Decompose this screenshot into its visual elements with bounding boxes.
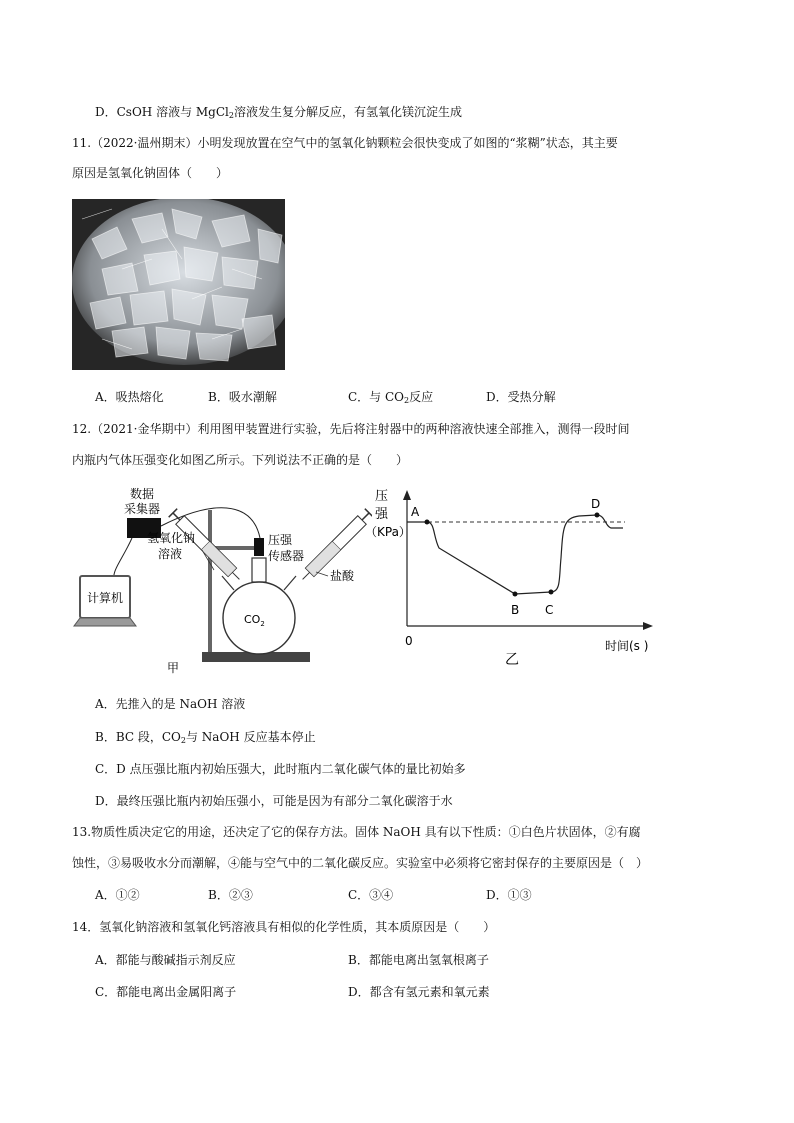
q14-option-b: B．都能电离出氢氧根离子 xyxy=(348,953,489,967)
pressure-curve xyxy=(407,515,623,594)
q14-option-a: A．都能与酸碱指示剂反应 xyxy=(95,953,236,967)
label-b: B xyxy=(511,603,520,617)
q12-option-a: A．先推入的是 NaOH 溶液 xyxy=(95,697,246,711)
flask-co2-label: $CO_2$ xyxy=(244,613,265,628)
q11-stem-line2: 原因是氢氧化钠固体（ ） xyxy=(72,166,229,180)
label-d: D xyxy=(591,497,601,511)
q11-option-c: C．与 $CO_2$反应 xyxy=(348,390,434,405)
q11-option-a: A．吸热熔化 xyxy=(95,390,164,404)
origin-label: 0 xyxy=(405,634,413,648)
point-b xyxy=(513,592,518,597)
pressure-time-graph xyxy=(365,488,665,668)
data-collector-label-2: 采集器 xyxy=(123,502,161,516)
q12-stem-line2: 内瓶内气体压强变化如图乙所示。下列说法不正确的是（ ） xyxy=(72,453,409,467)
figure-jia-caption: 甲 xyxy=(167,661,180,675)
pressure-sensor xyxy=(254,538,264,556)
q11-option-d: D．受热分解 xyxy=(486,390,556,404)
q14-option-d: D．都含有氢元素和氧元素 xyxy=(348,985,490,999)
point-a xyxy=(425,520,430,525)
q13-option-b: B．②③ xyxy=(208,888,253,902)
q14-stem: 14．氢氧化钠溶液和氢氧化钙溶液具有相似的化学性质，其本质原因是（ ） xyxy=(72,920,496,934)
naoh-flakes-image xyxy=(72,199,285,370)
q10-option-d: D．CsOH 溶液与 MgCl$_2$溶液发生复分解反应，有氢氧化镁沉淀生成 xyxy=(95,105,462,120)
naoh-label-2: 溶液 xyxy=(158,547,183,561)
hcl-label: 盐酸 xyxy=(330,569,355,583)
pressure-sensor-label-2: 传感器 xyxy=(268,549,305,563)
q13-option-a: A．①② xyxy=(95,888,140,902)
apparatus-diagram xyxy=(72,480,372,680)
pressure-sensor-label-1: 压强 xyxy=(268,533,293,547)
data-collector-label-1: 数据 xyxy=(129,487,155,501)
q14-option-c: C．都能电离出金属阳离子 xyxy=(95,985,237,999)
point-c xyxy=(549,590,554,595)
q12-option-d: D．最终压强比瓶内初始压强小，可能是因为有部分二氧化碳溶于水 xyxy=(95,794,453,808)
label-a: A xyxy=(411,505,420,519)
ylabel-1: 压 xyxy=(375,489,389,504)
ylabel-2: 强 xyxy=(375,507,389,522)
flask-neck xyxy=(252,558,266,582)
q11-option-b: B．吸水潮解 xyxy=(208,390,277,404)
q13-option-c: C．③④ xyxy=(348,888,394,902)
computer-keyboard xyxy=(74,618,136,626)
q12-option-c: C．D 点压强比瓶内初始压强大，此时瓶内二氧化碳气体的量比初始多 xyxy=(95,762,466,776)
q13-option-d: D．①③ xyxy=(486,888,532,902)
naoh-paste-photo xyxy=(72,199,285,370)
q11-stem-line1: 11.（2022·温州期末）小明发现放置在空气中的氢氧化钠颗粒会很快变成了如图的“浆糊”状态，其主要 xyxy=(72,136,618,150)
label-c: C xyxy=(545,603,554,617)
q13-stem-line1: 13.物质性质决定它的用途，还决定了它的保存方法。固体 NaOH 具有以下性质：①白色片状固体，②有腐 xyxy=(72,825,641,839)
computer-wire xyxy=(114,538,132,580)
q13-stem-line2: 蚀性，③易吸收水分而潮解，④能与空气中的二氧化碳反应。实验室中必须将它密封保存的主要原因是（ ） xyxy=(72,856,649,870)
point-d xyxy=(595,513,600,518)
computer-label: 计算机 xyxy=(86,591,124,605)
stand-rod xyxy=(208,510,212,652)
naoh-label-1: 氢氧化钠 xyxy=(147,531,196,545)
figure-yi-caption: 乙 xyxy=(505,652,519,668)
xlabel: 时间(s ) xyxy=(605,639,649,653)
q12-option-b: B．BC 段，$CO_2$与 NaOH 反应基本停止 xyxy=(95,730,316,745)
q12-stem-line1: 12.（2021·金华期中）利用图甲装置进行实验，先后将注射器中的两种溶液快速全部推入，测得一段时间 xyxy=(72,422,630,436)
ylabel-3: （KPa） xyxy=(365,525,411,539)
